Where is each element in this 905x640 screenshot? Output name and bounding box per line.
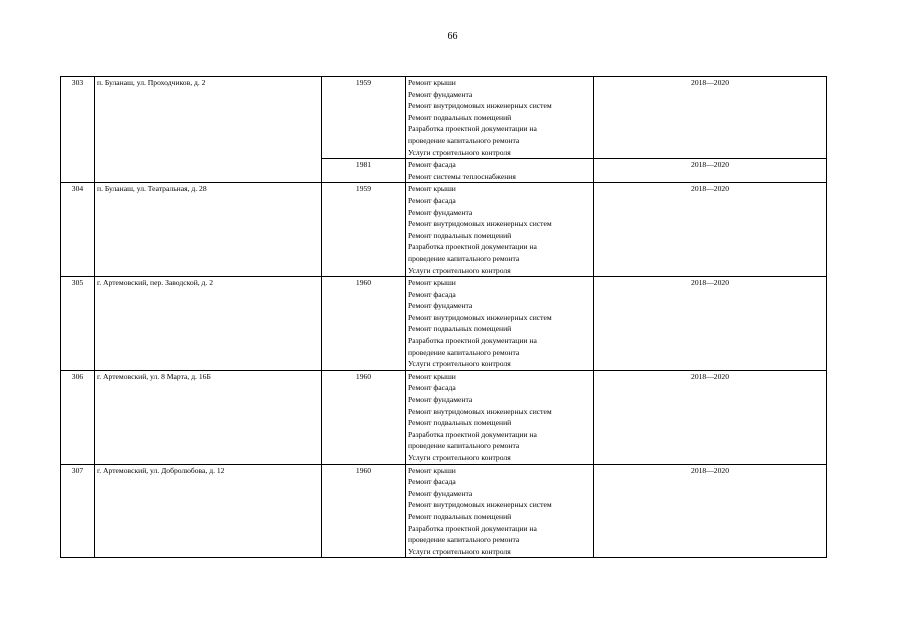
work-item: Ремонт фасада — [408, 477, 456, 487]
work-item: Ремонт фундамента — [408, 207, 473, 217]
work-item: Ремонт подвальных помещений — [408, 230, 512, 240]
work-item: Услуги строительного контроля — [408, 453, 511, 462]
work-item: Ремонт крыши — [408, 278, 456, 288]
year-cell: 1959 — [322, 183, 406, 277]
work-item: Услуги строительного контроля — [408, 147, 511, 157]
address-cell: г. Артемовский, пер. Заводской, д. 2 — [95, 277, 322, 371]
work-item: Ремонт системы теплоснабжения — [408, 171, 516, 181]
table-row — [61, 77, 827, 159]
table-row — [61, 183, 827, 277]
works-list-cell — [406, 183, 594, 277]
work-item: Ремонт подвальных помещений — [408, 511, 512, 521]
year-cell: 1959 — [322, 77, 406, 159]
work-item: проведение капитального ремонта — [408, 347, 520, 357]
work-item: Услуги строительного контроля — [408, 546, 511, 556]
period-cell: 2018—2020 — [594, 370, 827, 464]
row-number-cell: 307 — [61, 464, 95, 558]
year-cell: 1960 — [322, 464, 406, 558]
works-list-cell — [406, 77, 594, 159]
work-item: Услуги строительного контроля — [408, 359, 511, 369]
work-item: Ремонт фасада — [408, 160, 456, 170]
work-item: Ремонт фасада — [408, 383, 456, 393]
period-cell: 2018—2020 — [594, 159, 827, 183]
work-item: Разработка проектной документации на — [408, 429, 537, 439]
year-cell: 1960 — [322, 277, 406, 371]
table-row — [61, 277, 827, 371]
address-cell: г. Артемовский, ул. 8 Марта, д. 16Б — [95, 370, 322, 464]
work-item: Ремонт крыши — [408, 371, 456, 381]
work-item: Ремонт фундамента — [408, 301, 473, 311]
repair-schedule-table — [60, 76, 827, 558]
work-item: Разработка проектной документации на — [408, 242, 537, 252]
table-body — [61, 77, 827, 558]
table-row — [61, 464, 827, 558]
period-cell: 2018—2020 — [594, 183, 827, 277]
address-cell: п. Буланаш, ул. Театральная, д. 28 — [95, 183, 322, 277]
work-item: Ремонт крыши — [408, 184, 456, 194]
work-item: Ремонт фундамента — [408, 89, 473, 99]
work-item: Ремонт внутридомовых инженерных систем — [408, 500, 552, 510]
works-list-cell — [406, 464, 594, 558]
row-number-cell: 305 — [61, 277, 95, 371]
works-list-cell — [406, 277, 594, 371]
period-cell: 2018—2020 — [594, 77, 827, 159]
work-item: проведение капитального ремонта — [408, 135, 520, 145]
address-cell: п. Буланаш, ул. Проходчиков, д. 2 — [95, 77, 322, 183]
work-item: Ремонт внутридомовых инженерных систем — [408, 219, 552, 229]
work-item: Ремонт внутридомовых инженерных систем — [408, 312, 552, 322]
work-item: проведение капитального ремонта — [408, 441, 520, 451]
address-cell: г. Артемовский, ул. Добролюбова, д. 12 — [95, 464, 322, 558]
work-item: Ремонт фундамента — [408, 395, 473, 405]
table-row — [61, 370, 827, 464]
work-item: Разработка проектной документации на — [408, 523, 537, 533]
work-item: Услуги строительного контроля — [408, 265, 511, 275]
work-item: Ремонт внутридомовых инженерных систем — [408, 406, 552, 416]
year-cell: 1960 — [322, 370, 406, 464]
work-item: Ремонт фундамента — [408, 488, 473, 498]
work-item: Ремонт фасада — [408, 195, 456, 205]
work-item: Ремонт подвальных помещений — [408, 324, 512, 334]
page-number: 66 — [447, 31, 458, 42]
work-item: Ремонт крыши — [408, 78, 456, 87]
period-cell: 2018—2020 — [594, 464, 827, 558]
work-item: Ремонт крыши — [408, 465, 456, 475]
year-cell: 1981 — [322, 159, 406, 183]
row-number-cell: 306 — [61, 370, 95, 464]
row-number-cell: 304 — [61, 183, 95, 277]
works-list-cell — [406, 370, 594, 464]
work-item: Ремонт подвальных помещений — [408, 112, 512, 122]
period-cell: 2018—2020 — [594, 277, 827, 371]
work-item: Ремонт подвальных помещений — [408, 418, 512, 428]
work-item: Разработка проектной документации на — [408, 336, 537, 346]
work-item: Разработка проектной документации на — [408, 124, 537, 134]
work-item: проведение капитального ремонта — [408, 535, 520, 545]
row-number-cell: 303 — [61, 77, 95, 183]
work-item: Ремонт фасада — [408, 289, 456, 299]
work-item: Ремонт внутридомовых инженерных систем — [408, 101, 552, 111]
work-item: проведение капитального ремонта — [408, 253, 520, 263]
works-list-cell — [406, 159, 594, 183]
